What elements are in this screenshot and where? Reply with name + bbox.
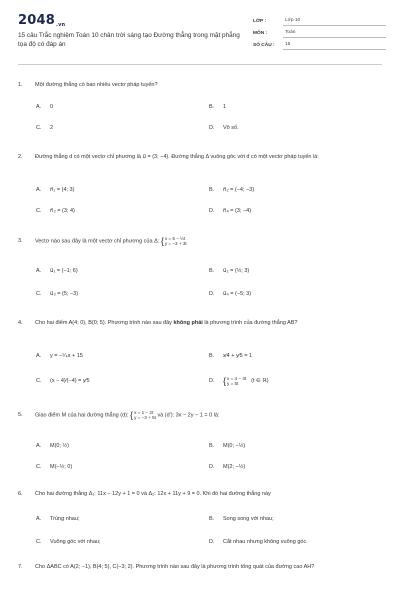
option-1d[interactable]: [209, 125, 239, 131]
option-6c[interactable]: [36, 539, 101, 545]
option-4d[interactable]: [209, 376, 269, 386]
count-value: 15: [283, 42, 386, 50]
question-text: [35, 319, 382, 328]
option-6a[interactable]: [36, 516, 79, 522]
question-number: 4.: [18, 320, 23, 326]
option-label: B.: [209, 187, 215, 193]
question-4: [18, 319, 382, 328]
question-1: [18, 81, 382, 90]
option-1a[interactable]: [36, 104, 53, 110]
option-4c[interactable]: [36, 378, 90, 384]
option-text: u⃗₂ = (½; 3): [223, 268, 250, 274]
option-label: C.: [36, 378, 42, 384]
option-text: M(−½; 0): [50, 464, 73, 470]
question-text: Cho hai đường thẳng Δ₁: 11x − 12y + 1 = 0 và Δ₂: 12x + 11y + 9 = 0. Khi đó hai đường thẳng này: [35, 491, 271, 497]
question-text: Một đường thẳng có bao nhiêu vectơ pháp tuyến?: [35, 82, 158, 88]
question-text-main: Vectơ nào sau đây là một vectơ chỉ phương của Δ:: [35, 238, 160, 245]
grade-label: LỚP :: [253, 19, 267, 24]
option-5a[interactable]: [36, 443, 69, 449]
option-label: C.: [36, 291, 42, 297]
option-label: A.: [36, 268, 42, 274]
meta-row-subject: [253, 26, 386, 38]
option-6b[interactable]: [209, 516, 274, 522]
option-text: M(0; ½): [50, 443, 69, 449]
option-text: Vuông góc với nhau;: [50, 539, 101, 545]
question-6: [18, 490, 382, 499]
option-label: D.: [209, 291, 215, 297]
site-logo[interactable]: [18, 13, 65, 28]
option-text: Trùng nhau;: [50, 516, 80, 522]
system-line-y: y = −3 + 3t: [164, 241, 187, 246]
option-label: D.: [209, 125, 215, 131]
option-text: n⃗₂ = (−4; −3): [223, 187, 255, 193]
option-2d[interactable]: [209, 208, 251, 214]
system-brace: {: [223, 376, 227, 386]
question-2: [18, 153, 382, 162]
question-text: [35, 236, 382, 246]
option-2c[interactable]: [36, 208, 75, 214]
option-label: C.: [36, 464, 42, 470]
option-label: B.: [209, 443, 215, 449]
subject-label: MÔN :: [253, 31, 268, 36]
option-text: Vô số.: [223, 125, 239, 131]
option-text: y = −⁵⁄₄x + 15: [50, 353, 83, 359]
option-text: 0: [50, 104, 54, 110]
option-text: M(2; −½): [223, 464, 246, 470]
option-label: C.: [36, 208, 42, 214]
question-text-start: Giao điểm M của hai đường thẳng (d):: [35, 412, 129, 419]
option-3c[interactable]: [36, 291, 78, 297]
question-text-start: Cho hai điểm A(4; 0), B(0; 5). Phương trình nào sau đây: [35, 320, 174, 326]
question-number: 2.: [18, 154, 23, 160]
option-3b[interactable]: [209, 268, 249, 274]
question-text-end: và (d'): 3x − 2y − 1 = 0 là:: [157, 412, 220, 419]
question-number: 3.: [18, 237, 23, 244]
logo-suffix: .vn: [55, 22, 66, 28]
option-text: Song song với nhau;: [223, 516, 274, 522]
option-text: u⃗₄ = (−5; 3): [223, 291, 252, 297]
option-3a[interactable]: [36, 268, 78, 274]
question-number: 1.: [18, 82, 23, 88]
system-line-x: x = 1 − 2t: [134, 410, 154, 415]
option-5b[interactable]: [209, 443, 245, 449]
option-text: 2: [50, 125, 54, 131]
count-label: SỐ CÂU :: [253, 43, 275, 48]
subject-value: Toán: [283, 30, 386, 38]
question-text-end: là phương trình của đường thẳng AB?: [202, 320, 298, 326]
option-text: u⃗₃ = (5; −3): [50, 291, 79, 297]
option-label: D.: [209, 378, 215, 384]
option-2b[interactable]: [209, 187, 254, 193]
grade-value: Lớp 10: [283, 18, 386, 26]
parametric-system: [227, 376, 246, 386]
option-text: n⃗₁ = (4; 3): [50, 187, 75, 193]
option-label: B.: [209, 104, 215, 110]
document-title: 15 câu Trắc nghiệm Toán 10 chân trời sáng tạo Đường thẳng trong mặt phẳng tọa độ có đáp án: [18, 32, 240, 48]
meta-row-count: [253, 38, 386, 50]
system-line-x: x = 5 − ½t: [164, 236, 186, 241]
option-text: Cắt nhau nhưng không vuông góc.: [223, 539, 308, 545]
system-brace: {: [130, 409, 134, 420]
meta-row-grade: [253, 14, 386, 26]
option-text: n⃗₃ = (3; 4): [50, 208, 75, 214]
option-label: A.: [36, 353, 42, 359]
question-number: 5.: [18, 411, 23, 418]
option-text: x⁄4 + y⁄5 = 1: [223, 353, 253, 359]
logo-text: 2048: [18, 13, 55, 28]
system-line-y: y = −3 + 5t: [134, 415, 156, 420]
option-4a[interactable]: [36, 353, 83, 359]
option-5d[interactable]: [209, 464, 245, 470]
option-2a[interactable]: [36, 187, 74, 193]
question-text: Cho ΔABC có A(2; −1), B(4; 5), C(−3; 2). Phương trình nào sau đây là phương trình tổng quát của đường cao AH?: [35, 564, 315, 570]
question-7: [18, 563, 382, 572]
question-number: 7.: [18, 564, 23, 570]
option-5c[interactable]: [36, 464, 72, 470]
parametric-system: [134, 410, 156, 420]
option-1c[interactable]: [36, 125, 53, 131]
option-label: A.: [36, 104, 42, 110]
parametric-system: [165, 236, 187, 246]
option-3d[interactable]: [209, 291, 251, 297]
option-label: B.: [209, 516, 215, 522]
system-brace: {: [160, 235, 164, 246]
option-text: u⃗₁ = (−1; 6): [50, 268, 78, 274]
header-divider: [18, 64, 382, 65]
document-meta: [253, 14, 386, 50]
question-3: [18, 236, 382, 246]
option-text: (x − 4)⁄(−4) = y⁄5: [50, 378, 90, 384]
question-text-emphasis: không phải: [173, 320, 203, 326]
option-label: C.: [36, 539, 42, 545]
option-label: C.: [36, 125, 42, 131]
question-text: Đường thẳng d có một vectơ chỉ phương là u⃗ = (3; −4). Đường thẳng Δ vuông góc với d có một vectơ pháp tuyến là:: [35, 154, 319, 160]
option-6d[interactable]: [209, 539, 308, 545]
option-label: B.: [209, 353, 215, 359]
option-label: A.: [36, 516, 42, 522]
option-text: M(0; −½): [223, 443, 246, 449]
option-text: 1: [223, 104, 227, 110]
option-label: B.: [209, 268, 215, 274]
option-label: A.: [36, 187, 42, 193]
question-5: [18, 410, 382, 420]
question-text: [35, 410, 382, 420]
question-number: 6.: [18, 491, 23, 497]
option-4b[interactable]: [209, 353, 252, 359]
option-tail: (t ∈ ℝ): [251, 378, 269, 384]
option-label: D.: [209, 464, 215, 470]
option-text: n⃗₄ = (3; −4): [223, 208, 252, 214]
option-label: D.: [209, 208, 215, 214]
option-label: D.: [209, 539, 215, 545]
system-line-y: y = 5t: [227, 381, 239, 386]
system-line-x: x = 4 − 4t: [227, 376, 247, 381]
option-label: A.: [36, 443, 42, 449]
option-1b[interactable]: [209, 104, 226, 110]
